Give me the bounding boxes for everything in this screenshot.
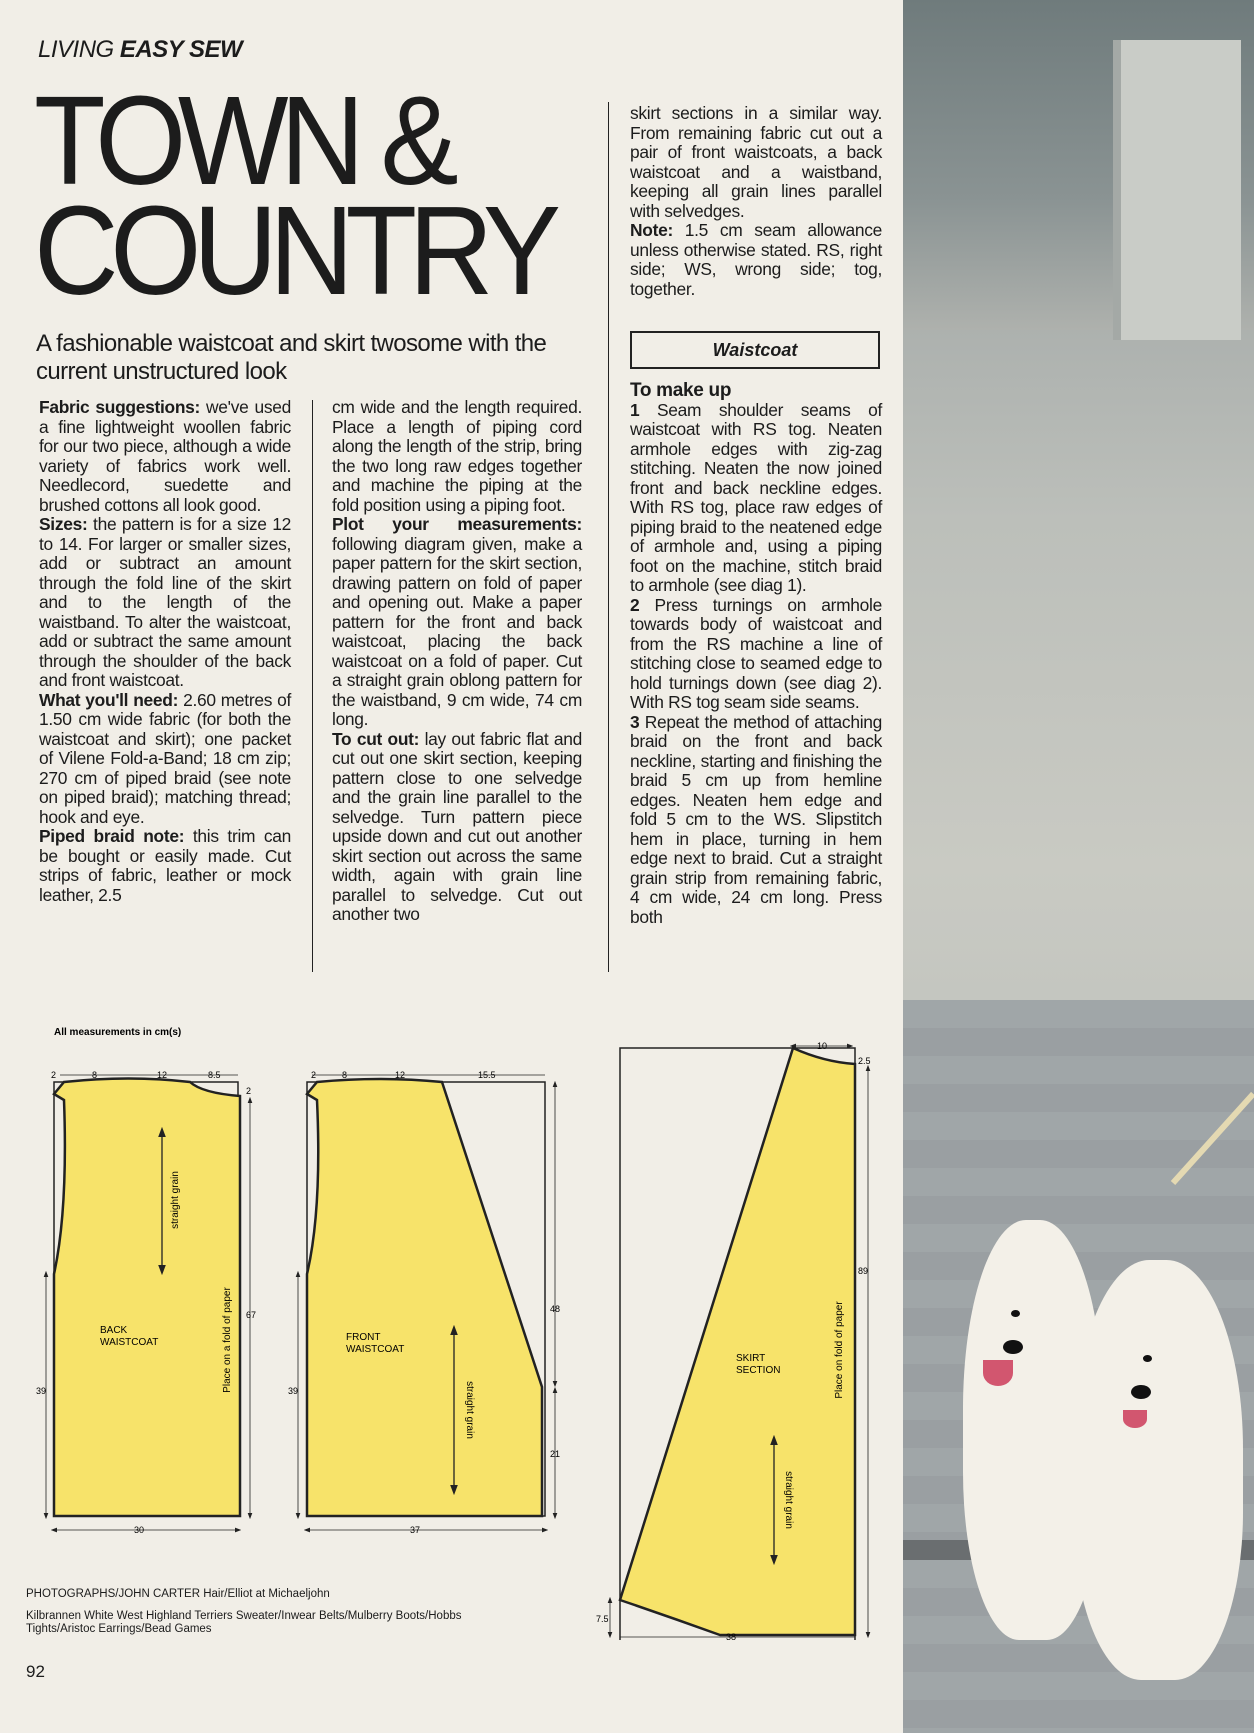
make-up-heading: To make up	[630, 380, 732, 401]
back-right-top: 2	[246, 1086, 252, 1096]
terriers-photo	[903, 0, 1254, 1733]
front-top-4: 15.5	[478, 1070, 496, 1080]
sizes-heading: Sizes:	[39, 514, 88, 534]
section-kicker	[38, 36, 242, 64]
back-waistcoat-pattern	[36, 1070, 256, 1535]
plot-paragraph	[332, 515, 582, 730]
skirt-section-pattern	[596, 1041, 871, 1640]
column-rule-1	[312, 400, 313, 972]
skirt-label-2: SECTION	[736, 1365, 781, 1376]
photo-credits	[26, 1588, 462, 1636]
front-shape	[307, 1079, 542, 1516]
column-rule-2	[608, 102, 609, 972]
dog-left-nose	[1003, 1340, 1023, 1354]
credit-line-1: PHOTOGRAPHS/JOHN CARTER Hair/Elliot at Michaeljohn	[26, 1588, 330, 1600]
step-3-text: Repeat the method of attaching braid on the front and back neckline, starting and finishing the braid 5 cm up from hemline edges. Neaten hem edge and fold 5 cm to the WS. Slipstitch hem in place, turning in hem edge next to braid. Cut a straight grain strip from remaining fabric, 4 cm wide, 24 cm long. Press both	[630, 711, 882, 927]
need-heading: What you'll need:	[39, 689, 179, 710]
front-lower-label: 21	[550, 1449, 561, 1459]
skirt-shape	[620, 1048, 855, 1635]
pattern-diagram	[20, 1020, 900, 1640]
plot-text: following diagram given, make a paper pattern for the skirt section, drawing pattern on fold of paper and opening out. Make a paper pattern for the front and back waistcoat, placing the back waistcoat on a fold of paper. Cut a straight grain oblong pattern for the waistband, 9 cm wide, 74 cm long.	[332, 533, 582, 729]
column-3-top	[630, 104, 882, 299]
step-3	[630, 713, 882, 928]
skirt-fold-label: Place on fold of paper	[834, 1301, 845, 1399]
skirt-right-label: 89	[858, 1266, 869, 1276]
back-top-1: 2	[51, 1070, 57, 1080]
step-2	[630, 596, 882, 713]
sizes-paragraph	[39, 515, 291, 691]
dog-right-eye	[1143, 1355, 1152, 1362]
page-title	[34, 70, 553, 321]
front-label-1: FRONT	[346, 1332, 381, 1343]
page-number: 92	[26, 1662, 45, 1681]
back-label-2: WAISTCOAT	[100, 1337, 159, 1348]
front-label-2: WAISTCOAT	[346, 1344, 405, 1355]
cutout-continued: skirt sections in a similar way. From remaining fabric cut out a pair of front waistcoats, a back waistcoat and a waistband, keeping all grain lines parallel with selvedges.	[630, 103, 882, 221]
step-1-text: Seam shoulder seams of waistcoat with RS tog. Neaten armhole edges with zig-zag stitching. Neaten the now joined front and back neckline edges. With RS tog, place raw edges of piping braid to the neatened edge of armhole and, using a piping foot on the machine, stitch braid to armhole (see diag 1).	[630, 399, 882, 595]
column-1	[39, 398, 291, 905]
kicker-easy-sew: EASY SEW	[119, 36, 243, 63]
front-waistcoat-pattern	[288, 1070, 560, 1535]
back-top-4: 8.5	[208, 1070, 221, 1080]
skirt-label-1: SKIRT	[736, 1353, 766, 1364]
standfirst: A fashionable waistcoat and skirt twosome with the current unstructured look	[36, 330, 547, 385]
measurement-note: All measurements in cm(s)	[54, 1027, 182, 1038]
need-paragraph	[39, 691, 291, 828]
back-fold-label: Place on a fold of paper	[222, 1287, 233, 1393]
sizes-text: the pattern is for a size 12 to 14. For larger or smaller sizes, add or subtract an amount through the fold line of the skirt and to the length of the waistband. To alter the waistcoat, add or subtract the same amount through the shoulder of the back and front waistcoat.	[39, 514, 291, 690]
cut-text: lay out fabric flat and cut out one skirt section, keeping pattern close to one selvedge and the grain line parallel to the selvedge. Turn pattern piece upside down and cut out another skirt section out across the same width, again with grain line parallel to selvedge. Cut out another two	[332, 728, 582, 924]
dog-left-tongue	[983, 1360, 1013, 1386]
title-line-1: TOWN &	[34, 70, 451, 211]
cut-heading: To cut out:	[332, 728, 420, 749]
front-top-3: 12	[395, 1070, 406, 1080]
skirt-grain-label: straight grain	[783, 1471, 794, 1529]
braid-paragraph	[39, 827, 291, 905]
skirt-top-label: 10	[817, 1041, 828, 1051]
waistcoat-box-heading: Waistcoat	[630, 331, 880, 369]
back-bottom-label: 30	[134, 1525, 145, 1535]
title-line-2: COUNTRY	[34, 180, 553, 321]
fabric-text: we've used a fine lightweight woollen fabric for our two piece, although a wide variety of fabrics work well. Needlecord, suedette and brushed cottons all look good.	[39, 397, 291, 515]
back-grain-label: straight grain	[170, 1171, 181, 1229]
dog-right	[1073, 1260, 1243, 1680]
fabric-paragraph	[39, 398, 291, 515]
step-3-number: 3	[630, 711, 640, 732]
note-heading: Note:	[630, 220, 673, 240]
back-top-2: 8	[92, 1070, 98, 1080]
front-bottom-label: 37	[410, 1525, 421, 1535]
braid-heading: Piped braid note:	[39, 826, 185, 846]
note-paragraph	[630, 221, 882, 299]
back-label-1: BACK	[100, 1325, 128, 1336]
credit-line-3: Tights/Aristoc Earrings/Bead Games	[26, 1623, 212, 1635]
back-left-label: 39	[36, 1386, 47, 1396]
fabric-heading: Fabric suggestions:	[39, 397, 201, 417]
skirt-left-label: 7.5	[596, 1614, 609, 1624]
photo-doorway	[1113, 40, 1241, 340]
front-top-1: 2	[311, 1070, 317, 1080]
cut-paragraph	[332, 730, 582, 925]
note-text: 1.5 cm seam allowance unless otherwise stated. RS, right side; WS, wrong side; tog, together.	[630, 220, 882, 299]
plot-heading: Plot your measurements:	[332, 514, 582, 534]
back-shape	[54, 1079, 240, 1517]
step-1-number: 1	[630, 399, 640, 420]
need-text: 2.60 metres of 1.50 cm wide fabric (for both the waistcoat and skirt); one packet of Vilene Fold-a-Band; 18 cm zip; 270 cm of piped braid (see note on piped braid); matching thread; hook and eye.	[39, 689, 291, 827]
braid-continued: cm wide and the length required. Place a length of piping cord along the length of the strip, bring the two long raw edges together and machine the piping at the fold position using a piping foot.	[332, 397, 582, 515]
dog-right-tongue	[1123, 1410, 1147, 1428]
column-2	[332, 398, 582, 925]
dog-right-nose	[1131, 1385, 1151, 1399]
dog-left-eye	[1011, 1310, 1020, 1317]
credit-line-2: Kilbrannen White West Highland Terriers Sweater/Inwear Belts/Mulberry Boots/Hobbs	[26, 1610, 462, 1622]
skirt-right-top-label: 2.5	[858, 1056, 871, 1066]
front-top-2: 8	[342, 1070, 348, 1080]
front-upper-label: 48	[550, 1304, 561, 1314]
step-2-number: 2	[630, 594, 640, 615]
front-grain-label: straight grain	[464, 1381, 475, 1439]
column-3-bottom	[630, 381, 882, 927]
braid-text: this trim can be bought or easily made. Cut strips of fabric, leather or mock leather, 2.5	[39, 826, 292, 905]
back-side-label: 67	[246, 1310, 257, 1320]
step-2-text: Press turnings on armhole towards body of waistcoat and from the RS machine a line of stitching close to seamed edge to hold turnings down (see diag 2). With RS tog seam side seams.	[630, 594, 882, 712]
back-top-3: 12	[157, 1070, 168, 1080]
front-left-label: 39	[288, 1386, 299, 1396]
kicker-living: LIVING	[38, 36, 114, 63]
skirt-bottom-label: 38	[726, 1632, 737, 1640]
step-1	[630, 401, 882, 596]
